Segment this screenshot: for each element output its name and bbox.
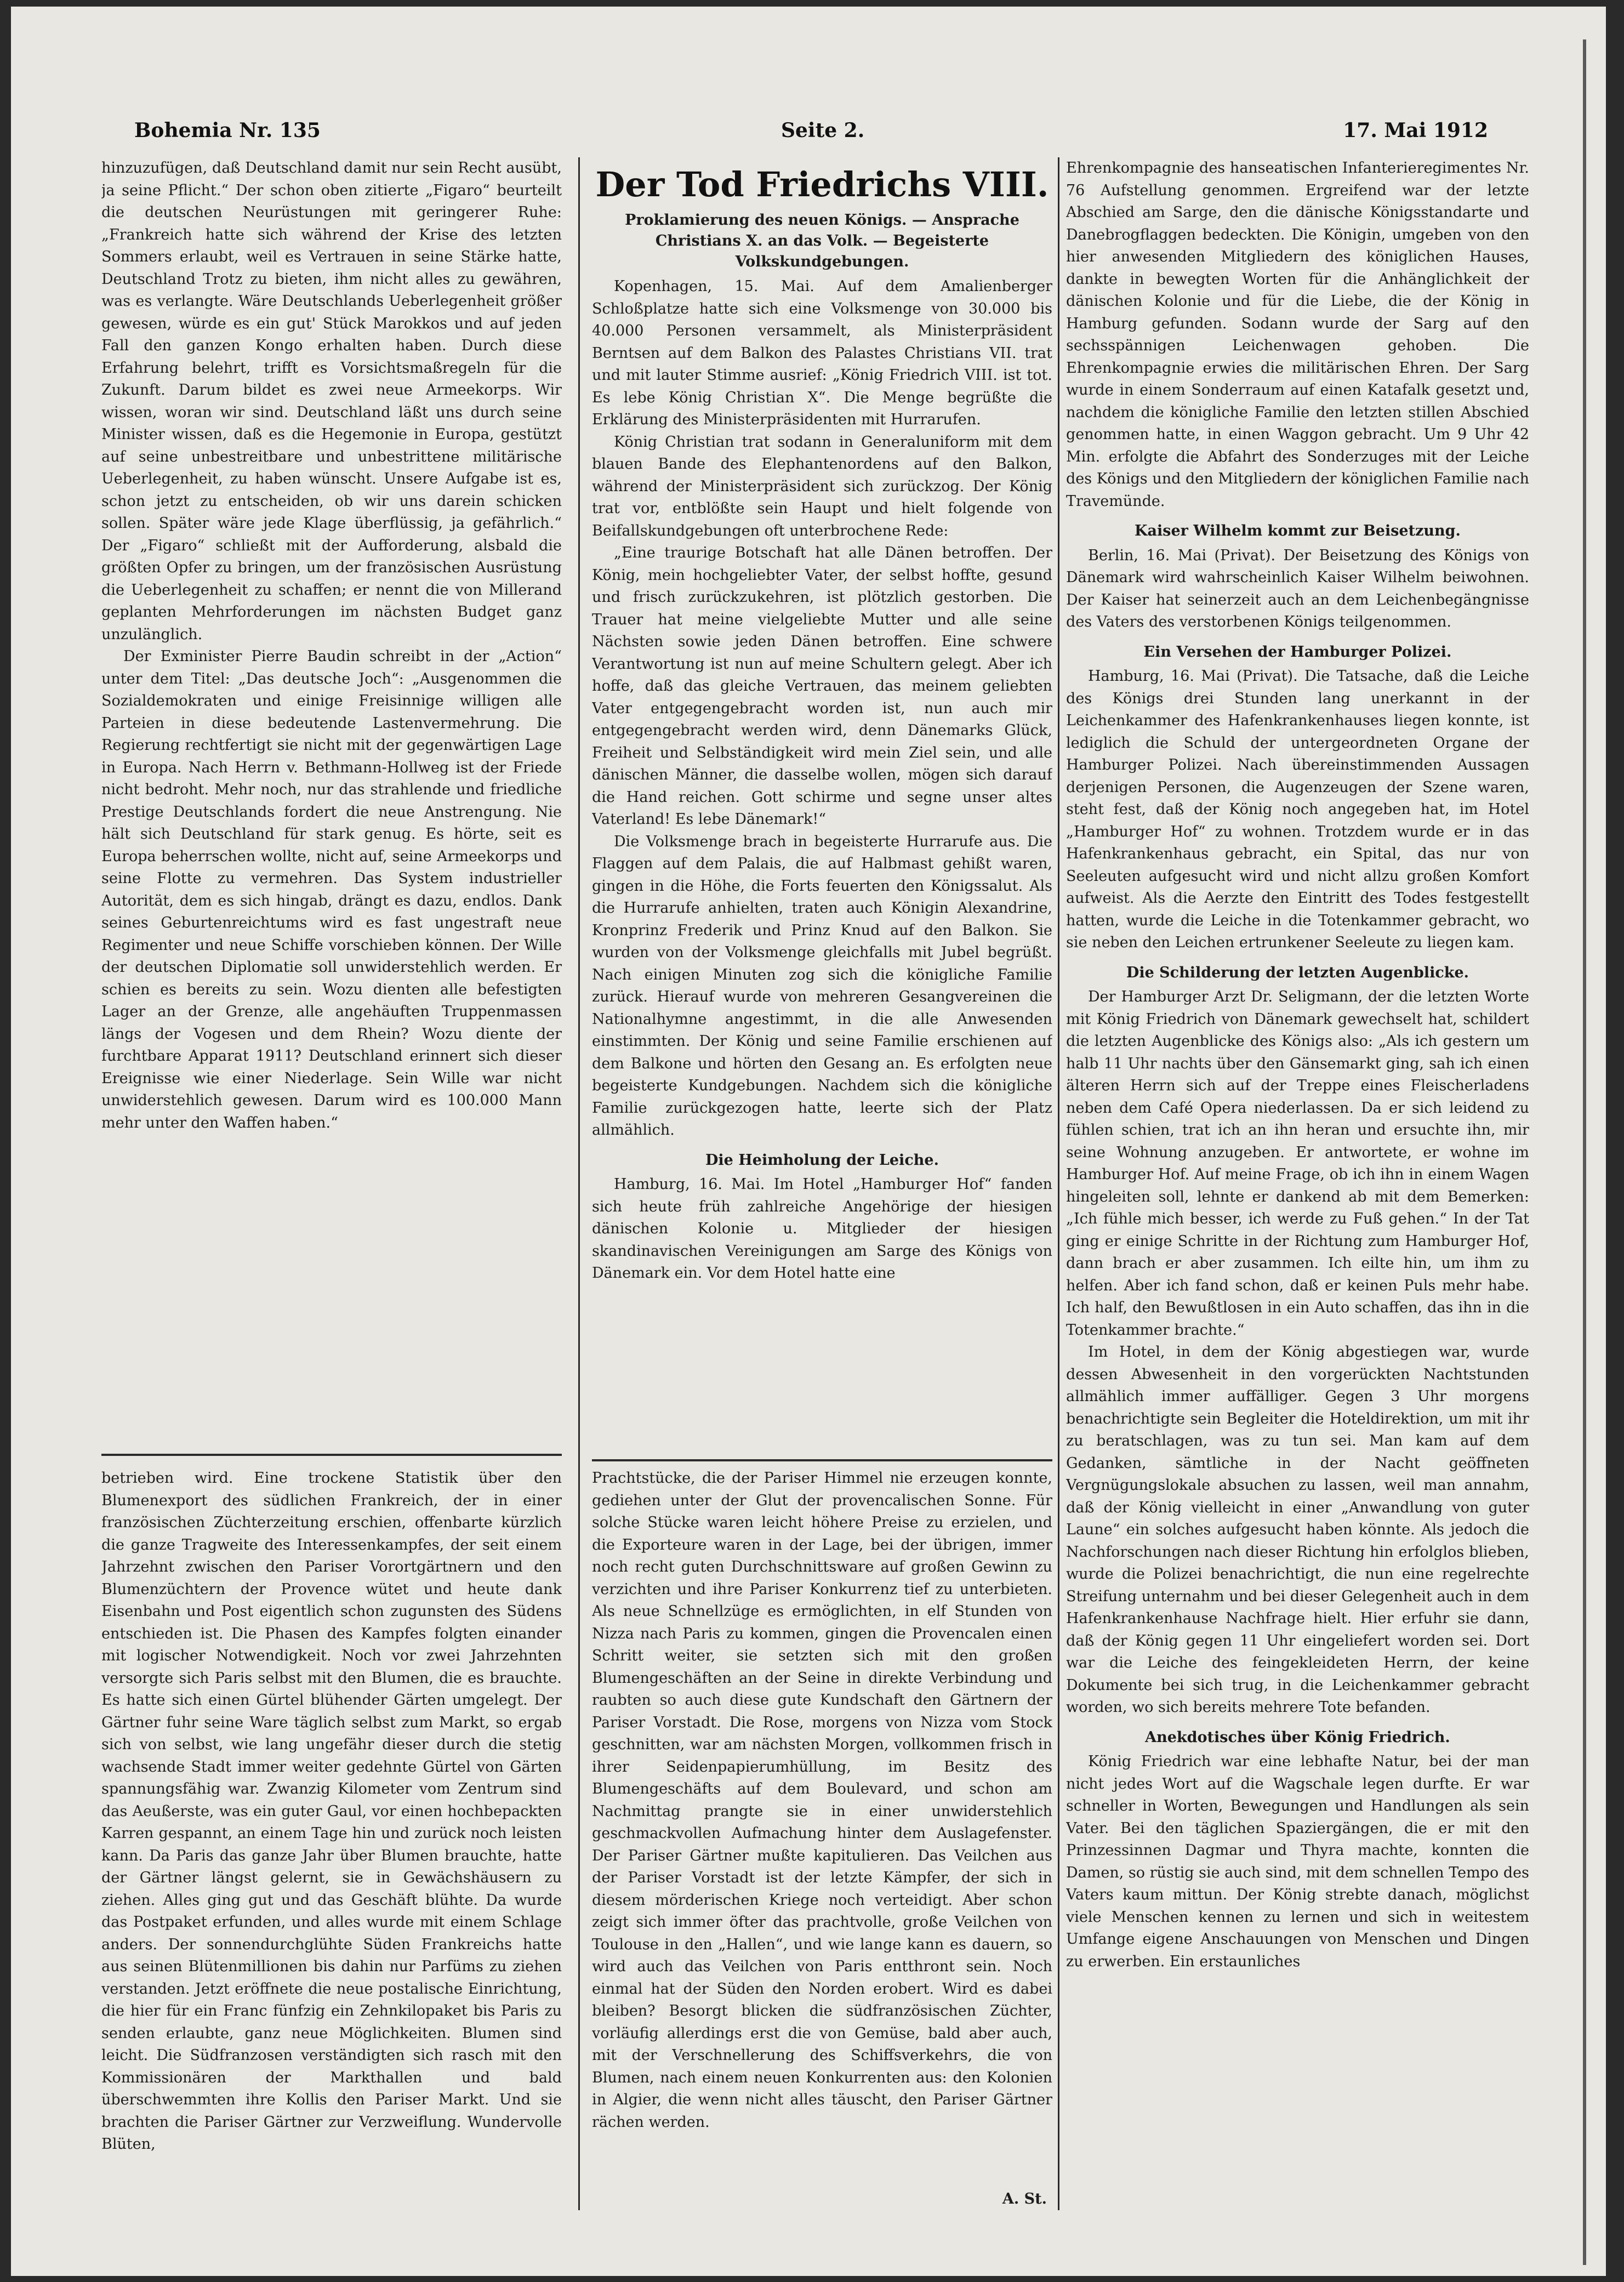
feuilleton-divider — [592, 1459, 1052, 1461]
subheading: Die Heimholung der Leiche. — [705, 1151, 939, 1169]
column-divider — [578, 157, 580, 2210]
feuilleton-column-2 — [592, 1467, 1052, 2210]
paragraph: Prachtstücke, die der Pariser Himmel nie erzeugen konnte, gediehen unter der Glut der provencalischen Sonne. Für solche Stücke waren leicht höhere Preise zu erzielen, und die Exporteure waren in der Lage, bei der übrigen, immer noch recht guten Durchschnittsware auf großen Gewinn zu verzichten und ihre Pariser Konkurrenz tief zu unterbieten. Als neue Schnellzüge es ermöglichten, in elf Stunden von Nizza nach Paris zu kommen, gingen die Provencalen einen Schritt weiter, sie setzten sich mit den großen Blumengeschäften an der Seine in direkte Verbindung und raubten so auch diese gute Kundschaft den Gärtnern der Pariser Vorstadt. Die Rose, morgens von Nizza vom Stock geschnitten, war am nächsten Morgen, vollkommen frisch in ihrer Seidenpapierumhüllung, im Besitz des Blumengeschäfts auf dem Boulevard, und schon am Nachmittag prangte sie in einer unwiderstehlich geschmackvollen Aufmachung hinter dem Auslagefenster. Der Pariser Gärtner mußte kapitulieren. Das Veilchen aus der Pariser Vorstadt ist der letzte Kämpfer, der sich in diesem mörderischen Kriege noch verteidigt. Aber schon zeigt sich immer öfter das prachtvolle, große Veilchen von Toulouse in den „Hallen“, und wie lange kann es dauern, so wird auch das Veilchen von Paris entthront sein. Noch einmal hat der Süden den Norden erobert. Wird es dabei bleiben? Besorgt blicken die südfranzösischen Züchter, vorläufig allerdings erst die von Gemüse, bald aber auch, mit der Verschnellerung des Schiffsverkehrs, die von Blumen, nach einem neuen Konkurrenten aus: den Kolonien in Algier, die wenn nicht alles täuscht, den Pariser Gärtner rächen werden. — [592, 1470, 1052, 2131]
paragraph: hinzuzufügen, daß Deutschland damit nur sein Recht ausübt, ja seine Pflicht.“ Der schon oben zitierte „Figaro“ beurteilt die deutschen Neurüstungen mit geringerer Ruhe: „Frankreich hatte sich während der Krise des letzten Sommers erlaubt, weil es Vertrauen in seine Stärke hatte, Deutschland Trotz zu bieten, ihm nicht alles zu gewähren, was es verlangte. Wäre Deutschlands Ueberlegenheit größer gewesen, würde es ein gut' Stück Marokkos und auf jeden Fall den ganzen Kongo erhalten haben. Durch diese Erfahrung belehrt, trifft es Vorsichtsmaßregeln für die Zukunft. Darum bildet es zwei neue Armeekorps. Wir wissen, woran wir sind. Deutschland läßt uns durch seine Minister wissen, daß es die Hegemonie in Europa, gestützt auf seine unbestreitbare und unbestrittene militärische Ueberlegenheit, zu haben wünscht. Unsere Aufgabe ist es, schon jetzt zu entscheiden, ob wir uns darein schicken sollen. Später wäre jede Klage überflüssig, ja gefährlich.“ Der „Figaro“ schließt mit der Aufforderung, alsbald die größten Opfer zu bringen, um der französischen Ausrüstung die Ueberlegenheit zu schaffen; er nennt die von Millerand geplanten Mehrforderungen im nächsten Budget ganz unzulänglich. — [101, 160, 562, 643]
column-2-article — [592, 157, 1052, 1448]
paragraph: Der Hamburger Arzt Dr. Seligmann, der die letzten Worte mit König Friedrich von Dänemark gewechselt hat, schildert die letzten Augenblicke des Königs also: „Als ich gestern um halb 11 Uhr nachts über den Gänsemarkt ging, sah ich einen älteren Herrn sich auf der Treppe eines Fleischerladens neben dem Café Opera niederlassen. Da er sich leidend zu fühlen schien, trat ich an ihn heran und ersuchte ihn, mir seine Wohnung anzugeben. Er antwortete, er wohne im Hamburger Hof. Auf meine Frage, ob ich ihn in einem Wagen hingeleiten soll, lehnte er dankend ab mit dem Bemerken: „Ich fühle mich besser, ich werde zu Fuß gehen.“ In der Tat ging er einige Schritte in der Richtung zum Hamburger Hof, dann brach er aber zusammen. Ich eilte hin, um ihm zu helfen. Aber ich fand schon, daß er keinen Puls mehr habe. Ich half, den Bewußtlosen in ein Auto schaffen, das ihn in die Totenkammer brachte.“ — [1066, 988, 1529, 1339]
issue-number: Bohemia Nr. 135 — [134, 119, 321, 142]
column-divider — [1058, 157, 1059, 2210]
page-gutter-shadow — [1583, 39, 1586, 2265]
feuilleton-divider — [101, 1454, 562, 1456]
column-3-article — [1066, 157, 1529, 2210]
feuilleton-column-1 — [101, 1467, 562, 2210]
subheading: Ein Versehen der Hamburger Polizei. — [1143, 643, 1452, 661]
paragraph: betrieben wird. Eine trockene Statistik über den Blumenexport des südlichen Frankreich, der in einer französischen Züchterzeitung erschien, offenbarte kürzlich die ganze Tragweite des Interessenkampfes, der seit einem Jahrzehnt zwischen den Pariser Vorortgärtnern und den Blumenzüchtern der Provence wütet und heute dank Eisenbahn und Post eigentlich schon zugunsten des Südens entschieden ist. Die Phasen des Kampfes folgten einander mit logischer Notwendigkeit. Noch vor zwei Jahrzehnten versorgte sich Paris selbst mit den Blumen, die es brauchte. Es hatte sich einen Gürtel blühender Gärten umgelegt. Der Gärtner fuhr seine Ware täglich selbst zum Markt, so ergab sich von selbst, wie lang ungefähr dieser durch die stetig wachsende Stadt immer weiter gedehnte Gürtel von Gärten spannungsfähig war. Zwanzig Kilometer vom Zentrum sind das Aeußerste, was ein guter Gaul, vor einen hochbepackten Karren gespannt, an einem Tage hin und zurück noch leisten kann. Da Paris das ganze Jahr über Blumen brauchte, hatte der Gärtner längst gelernt, sie in Gewächshäusern zu ziehen. Alles ging gut und das Geschäft blühte. Da wurde das Postpaket erfunden, und alles wurde mit einem Schlage anders. Der sonnendurchglühte Süden Frankreichs hatte aus seinen Blütenmillionen bis dahin nur Parfüms zu ziehen verstanden. Jetzt eröffnete die neue postalische Einrichtung, die hier für ein Franc fünfzig ein Zehnkilopaket bis Paris zu senden erlaubte, ganz neue Möglichkeiten. Blumen sind leicht. Die Südfranzosen verständigten sich rasch mit den Kommissionären der Markthallen und bald überschwemmten ihre Kollis den Pariser Markt. Und sie brachten die Pariser Gärtner zur Verzweiflung. Wundervolle Blüten, — [101, 1470, 562, 2153]
paragraph: Ehrenkompagnie des hanseatischen Infanterieregimentes Nr. 76 Aufstellung genommen. Ergreifend war der letzte Abschied am Sarge, den die dänische Königsstandarte und Danebrogflaggen bedeckten. Die Königin, umgeben von den hier anwesenden Mitgliedern des königlichen Hauses, dankte in bewegten Worten für die Anhänglichkeit der dänischen Kolonie und für die Liebe, die der König in Hamburg gefunden. Sodann wurde der Sarg auf den sechsspännigen Leichenwagen gehoben. Die Ehrenkompagnie erwies die militärischen Ehren. Der Sarg wurde in einem Sonderraum auf einen Katafalk gesetzt und, nachdem die königliche Familie den letzten stillen Abschied genommen hatte, in einen Waggon gebracht. Um 9 Uhr 42 Min. erfolgte die Abfahrt des Sonderzuges mit der Leiche des Königs und den Mitgliedern der königlichen Familie nach Travemünde. — [1066, 160, 1529, 510]
paragraph: König Friedrich war eine lebhafte Natur, bei der man nicht jedes Wort auf die Wagschale legen durfte. Er war schneller in Worten, Bewegungen und Handlungen als sein Vater. Bei den täglichen Spaziergängen, die er mit den Prinzessinnen Dagmar und Thyra machte, konnten die Damen, so rüstig sie auch sind, mit dem schnellen Tempo des Vaters kaum mittun. Der König strebte danach, möglichst viele Menschen kennen zu lernen und sich in weitestem Umfange eigene Anschauungen von Menschen und Dingen zu erwerben. Ein erstaunliches — [1066, 1753, 1529, 1970]
paragraph: Hamburg, 16. Mai (Privat). Die Tatsache, daß die Leiche des Königs drei Stunden lang unerkannt in der Leichenkammer des Hafenkrankenhauses liegen konnte, ist lediglich die Schuld der untergeordneten Organe der Hamburger Polizei. Nach übereinstimmenden Aussagen derjenigen Personen, die Augenzeugen der Szene waren, steht fest, daß der König noch angegeben hat, im Hotel „Hamburger Hof“ zu wohnen. Trotzdem wurde er in das Hafenkrankenhaus gebracht, ein Spital, das nur von Seeleuten aufgesucht wird und nicht allzu großen Komfort aufweist. Als die Aerzte den Eintritt des Todes festgestellt hatten, wurde die Leiche in die Totenkammer gebracht, wo sie neben den Leichen ertrunkener Seeleute zu liegen kam. — [1066, 668, 1529, 951]
subheading: Kaiser Wilhelm kommt zur Beisetzung. — [1135, 522, 1461, 539]
paragraph: Der Exminister Pierre Baudin schreibt in der „Action“ unter dem Titel: „Das deutsche Joch“: „Ausgenommen die Sozialdemokraten und einige Freisinnige willigen alle Parteien in diese bedeutende Lastenvermehrung. Die Regierung rechtfertigt sie nicht mit der gegenwärtigen Lage in Europa. Nach Herrn v. Bethmann-Hollweg ist der Friede nicht bedroht. Mehr noch, nur das strahlende und friedliche Prestige Deutschlands fordert die neue Anstrengung. Nie hält sich Deutschland für stark genug. Es hörte, seit es Europa beherrschen wollte, nicht auf, seine Armeekorps und seine Flotte zu vermehren. Das System industrieller Autorität, dem es sich hingab, drängt es dazu, endlos. Dank seines Geburtenreichtums wird es fast ungestraft neue Regimenter und neue Schiffe vorschieben können. Der Wille der deutschen Diplomatie soll unwiderstehlich werden. Er schien es bereits zu sein. Wozu dienten alle befestigten Lager an der Grenze, alle angehäuften Truppenmassen längs der Vogesen und dem Rhein? Wozu diente der furchtbare Apparat 1911? Deutschland erinnert sich dieser Ereignisse wie einer Niederlage. Sein Wille war nicht unwiderstehlich gewesen. Darum wird es 100.000 Mann mehr unter den Waffen haben.“ — [101, 648, 562, 1131]
author-signature: A. St. — [1002, 2190, 1047, 2207]
newspaper-page — [11, 7, 1606, 2276]
paragraph: König Christian trat sodann in Generaluniform mit dem blauen Bande des Elephantenordens auf den Balkon, während der Ministerpräsident sich zurückzog. Der König trat vor, entblößte sein Haupt und hielt folgende von Beifallskundgebungen oft unterbrochene Rede: — [592, 433, 1052, 539]
paragraph: Die Volksmenge brach in begeisterte Hurrarufe aus. Die Flaggen auf dem Palais, die auf Halbmast gehißt waren, gingen in die Höhe, die Forts feuerten den Königssalut. Als die Hurrarufe anhielten, traten auch Königin Alexandrine, Kronprinz Frederik und Prinz Knud auf den Balkon. Sie wurden von der Volksmenge gleichfalls mit Jubel begrüßt. Nach einigen Minuten zog sich die königliche Familie zurück. Hierauf wurde von mehreren Gesangvereinen die Nationalhymne angestimmt, in die alle Anwesenden einstimmten. Der König und seine Familie erschienen auf dem Balkone und hörten den Gesang an. Es erfolgten neue begeisterte Kundgebungen. Nachdem sich die königliche Familie zurückgezogen hatte, leerte sich der Platz allmählich. — [592, 833, 1052, 1139]
headline-deck: Proklamierung des neuen Königs. — Ansprache Christians X. an das Volk. — Begeisterte Volkskundgebungen. — [625, 212, 1019, 270]
paragraph: „Eine traurige Botschaft hat alle Dänen betroffen. Der König, mein hochgeliebter Vater, der selbst hoffte, gesund und frisch zurückzukehren, ist plötzlich gestorben. Die Trauer hat meine vielgeliebte Mutter und alle seine Nächsten sowie jeden Dänen betroffen. Eine schwere Verantwortung ist nun auf meine Schultern gelegt. Aber ich hoffe, daß das gleiche Vertrauen, das meinem geliebten Vater entgegengebracht worden ist, nun auch mir entgegengebracht werden wird, denn Dänemarks Glück, Freiheit und Selbständigkeit wird mein Ziel sein, und alle dänischen Männer, die dasselbe wollen, mögen sich darauf die Hand reichen. Gott schirme und segne unser altes Vaterland! Es lebe Dänemark!“ — [592, 544, 1052, 828]
issue-date: 17. Mai 1912 — [1343, 119, 1488, 142]
column-1-article — [101, 157, 562, 1437]
paragraph: Kopenhagen, 15. Mai. Auf dem Amalienberger Schloßplatze hatte sich eine Volksmenge von 30.000 bis 40.000 Personen versammelt, als Ministerpräsident Berntsen auf dem Balkon des Palastes Christians VII. trat und mit lauter Stimme ausrief: „König Friedrich VIII. ist tot. Es lebe König Christian X“. Die Menge begrüßte die Erklärung des Ministerpräsidenten mit Hurrarufen. — [592, 278, 1052, 428]
paragraph: Hamburg, 16. Mai. Im Hotel „Hamburger Hof“ fanden sich heute früh zahlreiche Angehörige der hiesigen dänischen Kolonie u. Mitglieder der hiesigen skandinavischen Vereinigungen am Sarge des Königs von Dänemark ein. Vor dem Hotel hatte eine — [592, 1176, 1052, 1282]
paragraph: Berlin, 16. Mai (Privat). Der Beisetzung des Königs von Dänemark wird wahrscheinlich Kaiser Wilhelm beiwohnen. Der Kaiser hat seinerzeit auch an dem Leichenbegängnisse des Vaters des verstorbenen Königs teilgenommen. — [1066, 547, 1529, 630]
page-number: Seite 2. — [781, 119, 865, 142]
page-header — [134, 119, 1488, 152]
headline: Der Tod Friedrichs VIII. — [595, 164, 1049, 204]
subheading: Anekdotisches über König Friedrich. — [1145, 1728, 1450, 1746]
paragraph: Im Hotel, in dem der König abgestiegen war, wurde dessen Abwesenheit in den vorgerückten Nachtstunden allmählich immer auffälliger. Gegen 3 Uhr morgens benachrichtigte sein Begleiter die Hoteldirektion, um mit ihr zu beratschlagen, was zu tun sei. Man kam auf dem Gedanken, sämtliche in der Nacht geöffneten Vergnügungslokale absuchen zu lassen, weil man annahm, daß der König vielleicht in einer „Anwandlung von guter Laune“ ein solches aufgesucht haben könnte. Als jedoch die Nachforschungen nach dieser Richtung hin erfolglos blieben, wurde die Polizei benachrichtigt, die nun eine regelrechte Streifung unternahm und bei dieser Gelegenheit auch in dem Hafenkrankenhause Nachfrage hielt. Hier erfuhr sie dann, daß der König gegen 11 Uhr eingeliefert worden sei. Dort war die Leiche des feingekleideten Herrn, der keine Dokumente bei sich trug, in die Leichenkammer gebracht worden, wo sich bereits mehrere Tote befanden. — [1066, 1344, 1529, 1716]
subheading: Die Schilderung der letzten Augenblicke. — [1126, 964, 1469, 981]
